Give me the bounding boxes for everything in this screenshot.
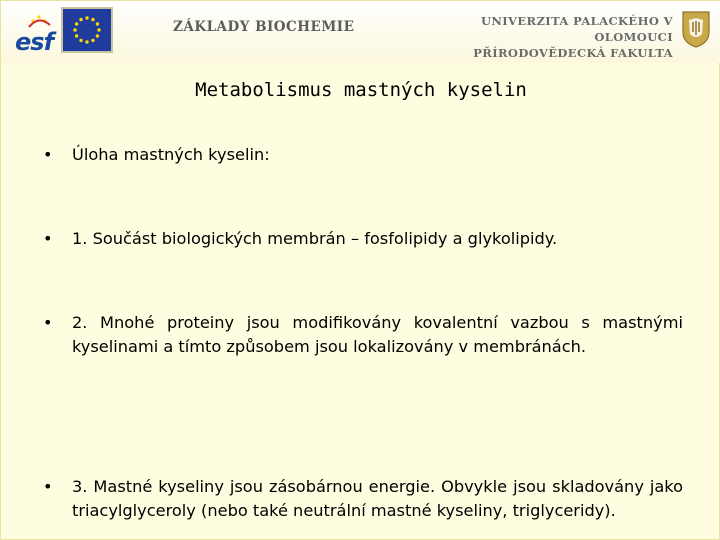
- bullet-item: [43, 475, 683, 523]
- bullet-item: [43, 311, 683, 359]
- university-name-line1: UNIVERZITA PALACKÉHO V OLOMOUCI: [480, 14, 673, 44]
- bullet-text: Úloha mastných kyselin:: [72, 145, 270, 164]
- bullet-item: [43, 227, 683, 251]
- course-title: ZÁKLADY BIOCHEMIE: [173, 19, 355, 35]
- eu-star-icon: [96, 22, 99, 25]
- slide-title: Metabolismus mastných kyselin: [195, 79, 527, 101]
- eu-star-icon: [79, 18, 82, 21]
- bullet-item: [43, 143, 683, 167]
- esf-logo: [7, 9, 54, 56]
- eu-star-icon: [85, 16, 88, 19]
- eu-star-icon: [79, 39, 82, 42]
- bullet-dot-icon: •: [43, 145, 53, 164]
- slide-header: [1, 1, 720, 63]
- bullet-list: [43, 143, 683, 520]
- university-name: [411, 13, 673, 61]
- eu-star-icon: [85, 40, 88, 43]
- bullet-dot-icon: •: [43, 313, 53, 332]
- esf-star-mark-icon: [27, 13, 51, 29]
- university-logo-icon: [681, 10, 711, 48]
- eu-star-icon: [75, 34, 78, 37]
- eu-star-icon: [96, 34, 99, 37]
- bullet-text: 3. Mastné kyseliny jsou zásobárnou energie. Obvykle jsou skladovány jako triacylglyceroly (nebo také neutrální mastné kyseliny, triglyceridy).: [72, 477, 683, 520]
- eu-star-icon: [91, 39, 94, 42]
- bullet-dot-icon: •: [43, 229, 53, 248]
- eu-star-icon: [97, 28, 100, 31]
- eu-star-icon: [73, 28, 76, 31]
- faculty-name: PŘÍRODOVĚDECKÁ FAKULTA: [473, 46, 673, 60]
- eu-star-icon: [91, 18, 94, 21]
- eu-flag-icon: [61, 7, 113, 53]
- bullet-dot-icon: •: [43, 477, 53, 496]
- esf-logo-text: esf: [15, 28, 54, 56]
- eu-star-icon: [75, 22, 78, 25]
- bullet-text: 2. Mnohé proteiny jsou modifikovány kovalentní vazbou s mastnými kyselinami a tímto způsobem jsou lokalizovány v membránách.: [72, 313, 683, 356]
- bullet-text: 1. Součást biologických membrán – fosfolipidy a glykolipidy.: [72, 229, 558, 248]
